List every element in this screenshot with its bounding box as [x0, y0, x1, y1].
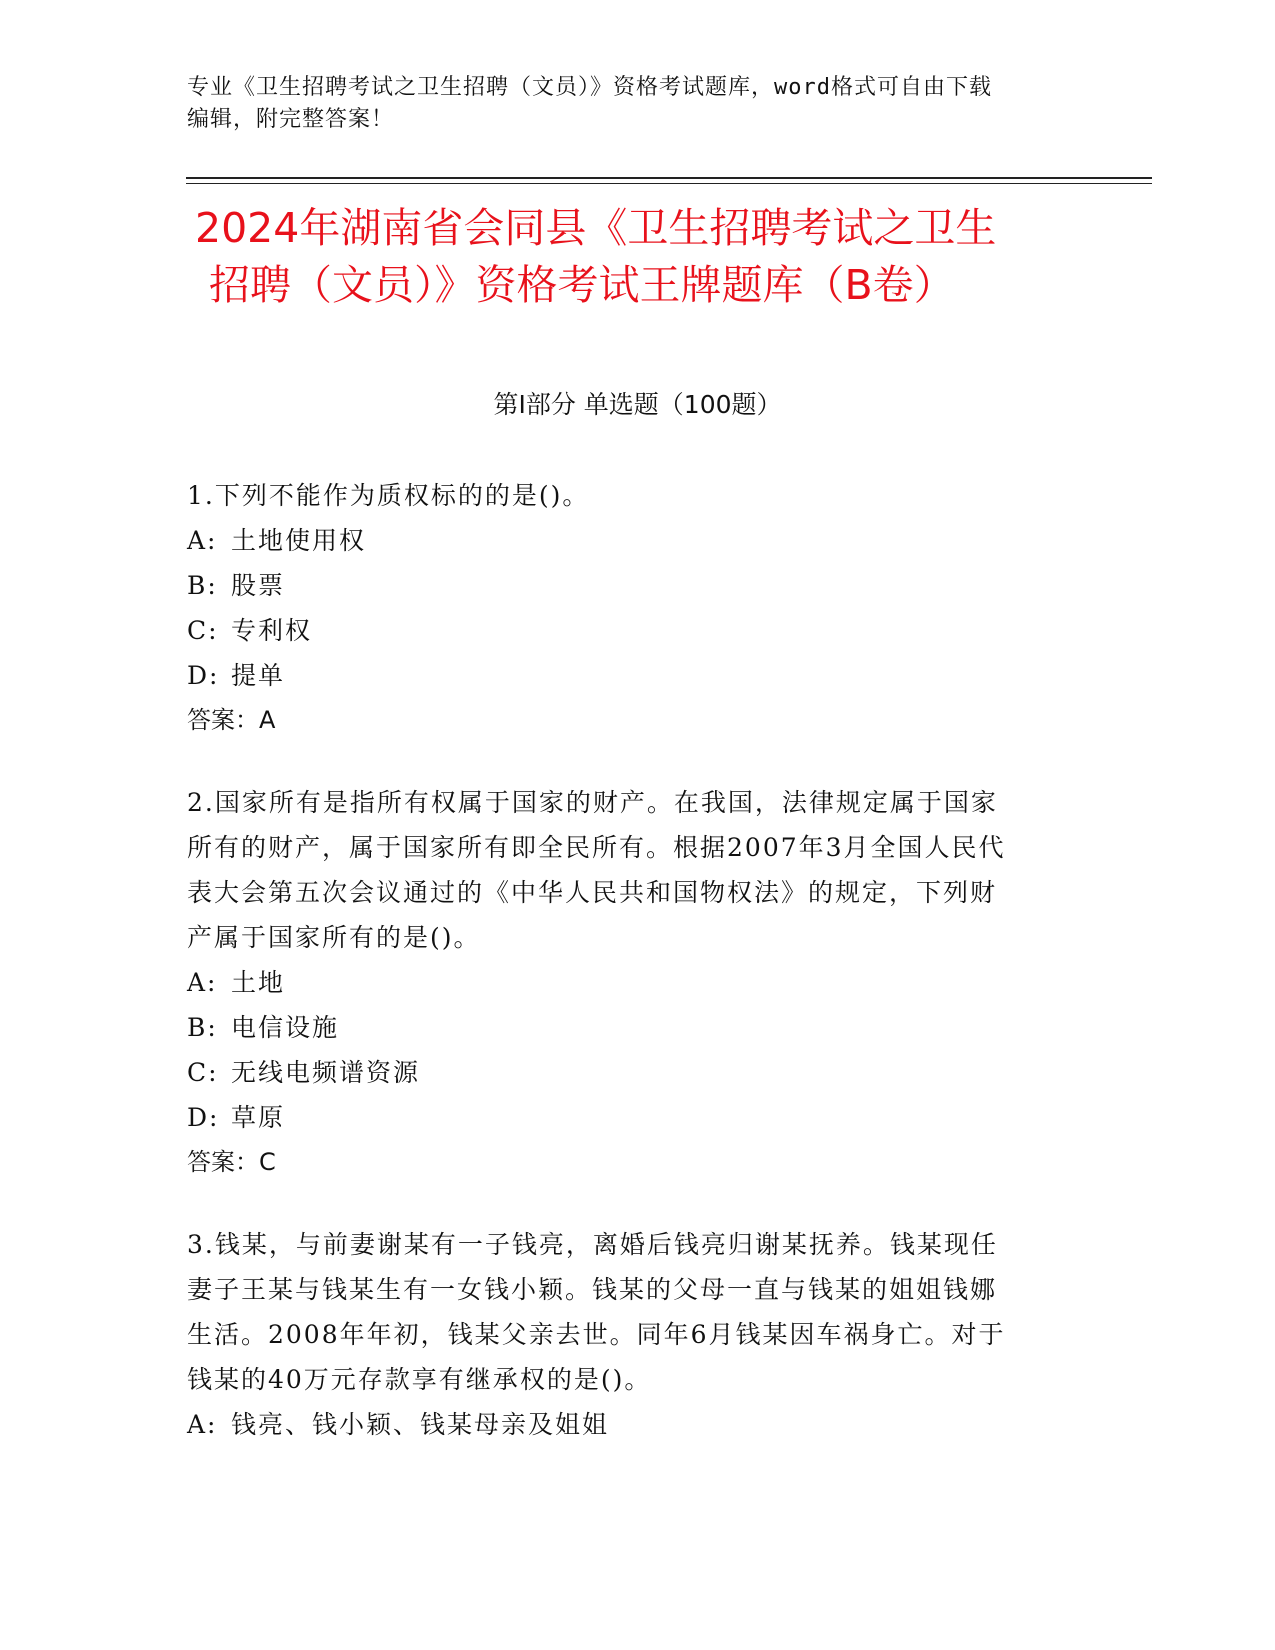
option-key: C: [187, 1058, 219, 1087]
header-note-line-1: 专业《卫生招聘考试之卫生招聘（文员）》资格考试题库，word格式可自由下载 [187, 75, 992, 100]
question-3 [187, 1222, 1087, 1447]
option-text: 草原 [231, 1103, 286, 1132]
option-text: 股票 [231, 571, 286, 600]
header-note [187, 72, 1087, 136]
option-key: B: [187, 571, 218, 600]
option-a [187, 518, 1087, 563]
option-key: B: [187, 1013, 218, 1042]
option-b [187, 1005, 1087, 1050]
section-title: 第Ⅰ部分 单选题（100题） [493, 390, 782, 419]
option-text: 土地使用权 [231, 526, 367, 555]
option-d [187, 1095, 1087, 1140]
question-stem-line: 2.国家所有是指所有权属于国家的财产。在我国，法律规定属于国家 [187, 788, 998, 817]
answer-label: 答案：A [187, 706, 276, 734]
option-key: A: [187, 968, 218, 997]
document-title-line-2: 招聘（文员）》资格考试王牌题库（B卷） [209, 261, 955, 309]
question-stem-line: 表大会第五次会议通过的《中华人民共和国物权法》的规定，下列财 [187, 878, 998, 907]
option-c [187, 608, 1087, 653]
option-text: 钱亮、钱小颖、钱某母亲及姐姐 [231, 1410, 610, 1439]
question-stem-line: 妻子王某与钱某生有一女钱小颖。钱某的父母一直与钱某的姐姐钱娜 [187, 1275, 998, 1304]
option-text: 电信设施 [231, 1013, 340, 1042]
option-text: 无线电频谱资源 [231, 1058, 421, 1087]
option-a [187, 960, 1087, 1005]
option-c [187, 1050, 1087, 1095]
option-text: 土地 [231, 968, 286, 997]
question-stem-line: 产属于国家所有的是()。 [187, 923, 481, 952]
option-b [187, 563, 1087, 608]
option-text: 专利权 [231, 616, 313, 645]
question-list [187, 473, 1087, 1484]
answer-label: 答案：C [187, 1148, 276, 1176]
document-title [195, 200, 1155, 314]
document-title-line-1: 2024年湖南省会同县《卫生招聘考试之卫生 [195, 204, 997, 252]
question-2 [187, 780, 1087, 1185]
question-1 [187, 473, 1087, 743]
option-key: A: [187, 526, 218, 555]
question-stem: 1.下列不能作为质权标的的是()。 [187, 481, 590, 510]
question-stem-line: 所有的财产，属于国家所有即全民所有。根据2007年3月全国人民代 [187, 833, 1006, 862]
question-stem-line: 钱某的40万元存款享有继承权的是()。 [187, 1365, 652, 1394]
option-key: D: [187, 1103, 220, 1132]
option-d [187, 653, 1087, 698]
option-text: 提单 [231, 661, 286, 690]
header-rule-thick [186, 177, 1152, 179]
option-key: D: [187, 661, 220, 690]
header-rule-thin [186, 183, 1152, 184]
option-a [187, 1402, 1087, 1447]
header-note-line-2: 编辑，附完整答案！ [187, 107, 395, 132]
question-stem-line: 3.钱某，与前妻谢某有一子钱亮，离婚后钱亮归谢某抚养。钱某现任 [187, 1230, 998, 1259]
option-key: A: [187, 1410, 218, 1439]
option-key: C: [187, 616, 219, 645]
question-stem-line: 生活。2008年年初，钱某父亲去世。同年6月钱某因车祸身亡。对于 [187, 1320, 1006, 1349]
